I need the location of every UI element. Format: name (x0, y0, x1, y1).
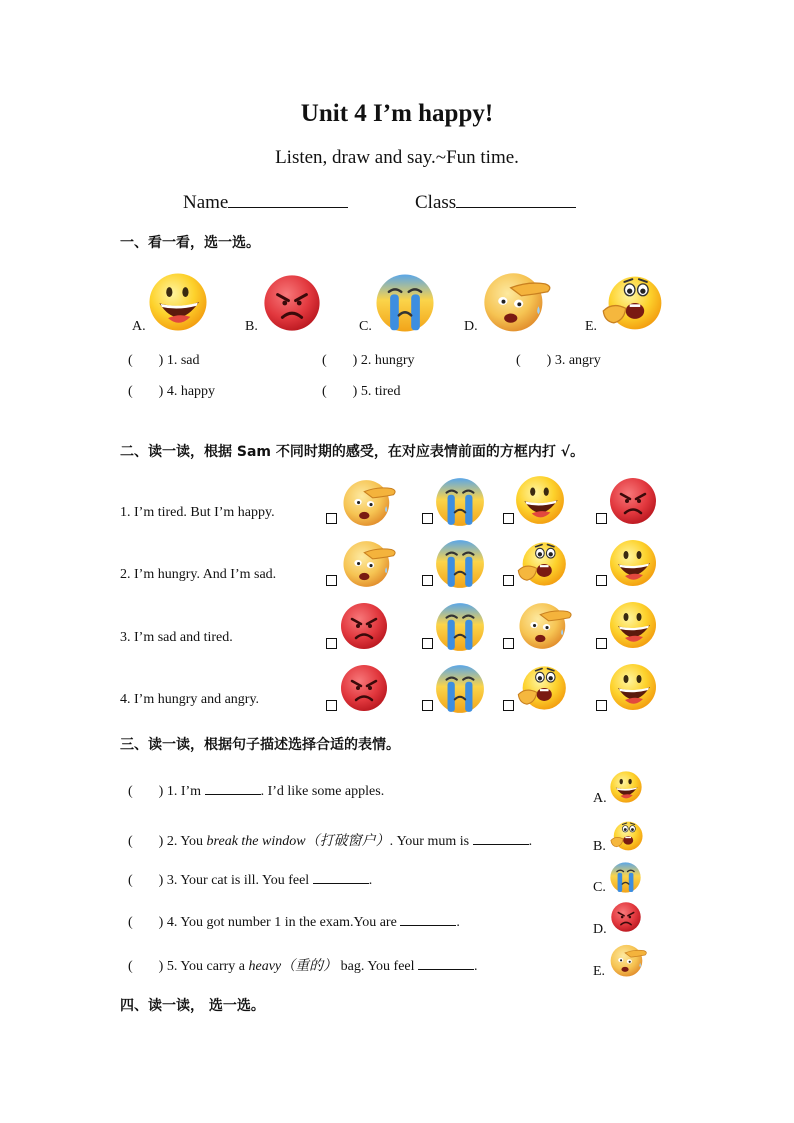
option-letter: D. (464, 319, 478, 334)
crying-face-icon (434, 538, 486, 590)
angry-face-icon (262, 273, 322, 333)
laughing-face-icon (608, 662, 658, 712)
page-subtitle: Listen, draw and say.~Fun time. (275, 147, 519, 168)
answer-blank[interactable] (418, 957, 474, 970)
hungry-face-icon (607, 818, 645, 854)
class-blank[interactable] (456, 189, 576, 208)
option-letter: C. (593, 880, 606, 895)
angry-face-icon (339, 663, 389, 713)
checkbox[interactable] (422, 700, 433, 711)
question-3: ( ) 3. Your cat is ill. You feel . (128, 873, 373, 888)
question-1: ( ) 1. I’m . I’d like some apples. (128, 784, 385, 799)
option-letter: B. (245, 319, 258, 334)
option-letter: E. (585, 319, 598, 334)
sentence-row-4: 4. I’m hungry and angry. (120, 692, 260, 707)
answer-blank[interactable] (473, 832, 529, 845)
checkbox[interactable] (326, 700, 337, 711)
hungry-face-icon (598, 270, 664, 336)
tired-face-icon (606, 942, 652, 978)
tired-face-icon (513, 599, 579, 651)
laughing-face-icon (608, 600, 658, 650)
hungry-face-icon (514, 661, 568, 715)
class-label: Class (415, 192, 457, 213)
laughing-face-icon (514, 474, 566, 526)
list-item: ( ) 4. happy (128, 384, 216, 399)
angry-face-icon (608, 476, 658, 526)
name-label: Name (183, 192, 229, 213)
checkbox[interactable] (596, 575, 607, 586)
checkbox[interactable] (422, 638, 433, 649)
section-4-heading: 四、读一读， 选一选。 (120, 998, 265, 1014)
tired-face-icon (337, 476, 403, 528)
hungry-face-icon (514, 537, 568, 591)
option-letter: A. (593, 791, 607, 806)
crying-face-icon (374, 272, 436, 334)
option-letter: A. (132, 319, 146, 334)
question-4: ( ) 4. You got number 1 in the exam.You are . (128, 915, 460, 930)
crying-face-icon (434, 663, 486, 715)
sentence-row-3: 3. I’m sad and tired. (120, 630, 233, 645)
checkbox[interactable] (422, 575, 433, 586)
list-item: ( ) 3. angry (516, 353, 601, 368)
option-letter: B. (593, 839, 606, 854)
section-1-heading: 一、看一看，选一选。 (120, 235, 260, 251)
crying-face-icon (434, 601, 486, 653)
crying-face-icon (609, 861, 642, 894)
laughing-face-icon (608, 538, 658, 588)
tired-face-icon (478, 268, 558, 334)
crying-face-icon (434, 476, 486, 528)
checkbox[interactable] (422, 513, 433, 524)
answer-blank[interactable] (400, 913, 456, 926)
option-letter: E. (593, 964, 606, 979)
tired-face-icon (337, 537, 403, 589)
list-item: ( ) 5. tired (322, 384, 401, 399)
option-letter: D. (593, 922, 607, 937)
angry-face-icon (610, 901, 642, 933)
checkbox[interactable] (596, 700, 607, 711)
list-item: ( ) 2. hungry (322, 353, 415, 368)
answer-blank[interactable] (205, 782, 261, 795)
question-2: ( ) 2. You break the window（打破窗户）. Your mum is . (128, 834, 533, 849)
laughing-face-icon (609, 770, 643, 804)
checkbox[interactable] (503, 513, 514, 524)
option-letter: C. (359, 319, 372, 334)
checkbox[interactable] (503, 575, 514, 586)
class-field[interactable] (415, 189, 576, 214)
checkbox[interactable] (326, 575, 337, 586)
list-item: ( ) 1. sad (128, 353, 200, 368)
page-title: Unit 4 I’m happy! (300, 100, 494, 127)
checkbox[interactable] (596, 638, 607, 649)
sentence-row-1: 1. I’m tired. But I’m happy. (120, 505, 275, 520)
section-3-heading: 三、读一读，根据句子描述选择合适的表情。 (120, 737, 400, 753)
laughing-face-icon (147, 271, 209, 333)
checkbox[interactable] (326, 513, 337, 524)
checkbox[interactable] (596, 513, 607, 524)
angry-face-icon (339, 601, 389, 651)
sentence-row-2: 2. I’m hungry. And I’m sad. (120, 567, 277, 582)
checkbox[interactable] (326, 638, 337, 649)
name-field[interactable] (183, 189, 348, 214)
checkbox[interactable] (503, 700, 514, 711)
name-blank[interactable] (228, 189, 348, 208)
section-2-heading: 二、读一读，根据 Sam 不同时期的感受，在对应表情前面的方框内打 √。 (120, 444, 585, 460)
answer-blank[interactable] (313, 871, 369, 884)
question-5: ( ) 5. You carry a heavy（重的） bag. You feel . (128, 959, 478, 974)
